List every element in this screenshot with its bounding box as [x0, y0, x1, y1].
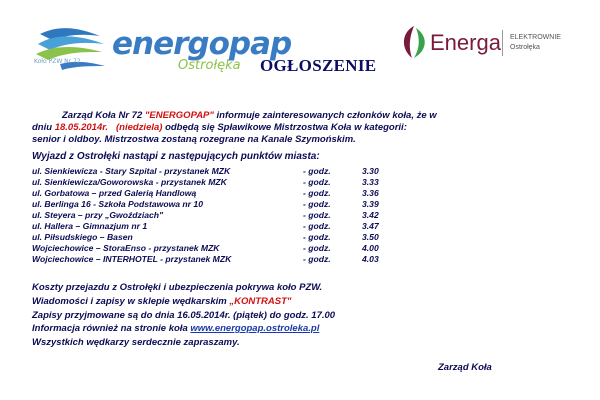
route-dash: - godz.: [303, 177, 331, 187]
website-text: Informacja również na stronie koła: [32, 323, 191, 334]
signature: Zarząd Koła: [438, 362, 492, 373]
event-day: (niedziela): [115, 122, 163, 133]
routes-heading: Wyjazd z Ostrołęki nastąpi z następujących punktów miasta:: [32, 151, 320, 162]
intro-text: Zarząd Koła Nr 72: [62, 110, 145, 121]
intro-paragraph: [32, 110, 572, 146]
intro-line-1: [32, 110, 572, 122]
route-stop: Wojciechowice – INTERHOTEL - przystanek MZK: [32, 254, 232, 264]
event-date: 18.05.2014r.: [54, 122, 109, 133]
route-stop: ul. Sienkiewicza/Goworowska - przystanek MZK: [32, 177, 227, 187]
route-stop: ul. Sienkiewicza - Stary Szpital - przystanek MZK: [32, 166, 231, 176]
route-dash: - godz.: [303, 199, 331, 209]
logo-divider: [502, 30, 503, 56]
shop-name: „KONTRAST": [229, 296, 292, 307]
energa-leaf-icon: [398, 22, 430, 62]
intro-text: odbędą się Spławikowe Mistrzostwa Koła w kategorii:: [162, 122, 407, 133]
route-time: 3.50: [362, 232, 379, 242]
energa-subtitle-1: ELEKTROWNIE: [510, 34, 561, 41]
registration-info: [32, 296, 291, 307]
registration-text: Wiadomości i zapisy w sklepie wędkarskim: [32, 296, 230, 307]
route-dash: - godz.: [303, 221, 331, 231]
route-stop: ul. Piłsudskiego – Basen: [32, 232, 133, 242]
route-stop: ul. Berlinga 16 - Szkoła Podstawowa nr 10: [32, 199, 203, 209]
route-dash: - godz.: [303, 232, 331, 242]
route-time: 3.42: [362, 210, 379, 220]
route-time: 3.39: [362, 199, 379, 209]
intro-line-2: [32, 122, 572, 134]
route-dash: - godz.: [303, 243, 331, 253]
club-number-text: Koło PZW Nr 72: [34, 58, 81, 65]
energa-wordmark: Energa: [430, 30, 501, 55]
energa-subtitle-2: Ostrołęka: [510, 44, 540, 51]
invitation-note: Wszystkich wędkarzy serdecznie zapraszamy.: [32, 337, 240, 348]
energa-logo: [398, 22, 578, 66]
route-dash: - godz.: [303, 166, 331, 176]
website-info: [32, 323, 319, 334]
club-name: "ENERGOPAP": [144, 110, 214, 121]
website-link[interactable]: www.energopap.ostroleka.pl: [190, 323, 320, 334]
ostroleka-wordmark: Ostrołęka: [178, 58, 241, 73]
route-dash: - godz.: [303, 210, 331, 220]
costs-note: Koszty przejazdu z Ostrołęki i ubezpieczenia pokrywa koło PZW.: [32, 282, 323, 293]
energopap-wordmark: energopap: [112, 26, 292, 62]
page-title: OGŁOSZENIE: [260, 56, 377, 75]
route-stop: Wojciechowice – StoraEnso - przystanek MZK: [32, 243, 220, 253]
route-dash: - godz.: [303, 254, 331, 264]
route-stop: ul. Hallera – Gimnazjum nr 1: [32, 221, 148, 231]
route-time: 3.36: [362, 188, 379, 198]
route-time: 3.30: [362, 166, 379, 176]
route-time: 3.33: [362, 177, 379, 187]
deadline-note: Zapisy przyjmowane są do dnia 16.05.2014r. (piątek) do godz. 17.00: [32, 310, 336, 321]
energopap-logo: [30, 20, 292, 75]
route-dash: - godz.: [303, 188, 331, 198]
intro-line-3: senior i oldboy. Mistrzostwa zostaną rozegrane na Kanale Szymońskim.: [32, 134, 356, 145]
route-time: 4.03: [362, 254, 379, 264]
route-time: 4.00: [362, 243, 379, 253]
intro-text: informuje zainteresowanych członków koła, że w: [213, 110, 437, 121]
intro-text: dniu: [32, 122, 55, 133]
route-stop: ul. Gorbatowa – przed Galerią Handlową: [32, 188, 197, 198]
route-stop: ul. Steyera – przy „Gwoździach": [32, 210, 164, 220]
route-time: 3.47: [362, 221, 379, 231]
fish-wave-icon: [30, 20, 120, 75]
